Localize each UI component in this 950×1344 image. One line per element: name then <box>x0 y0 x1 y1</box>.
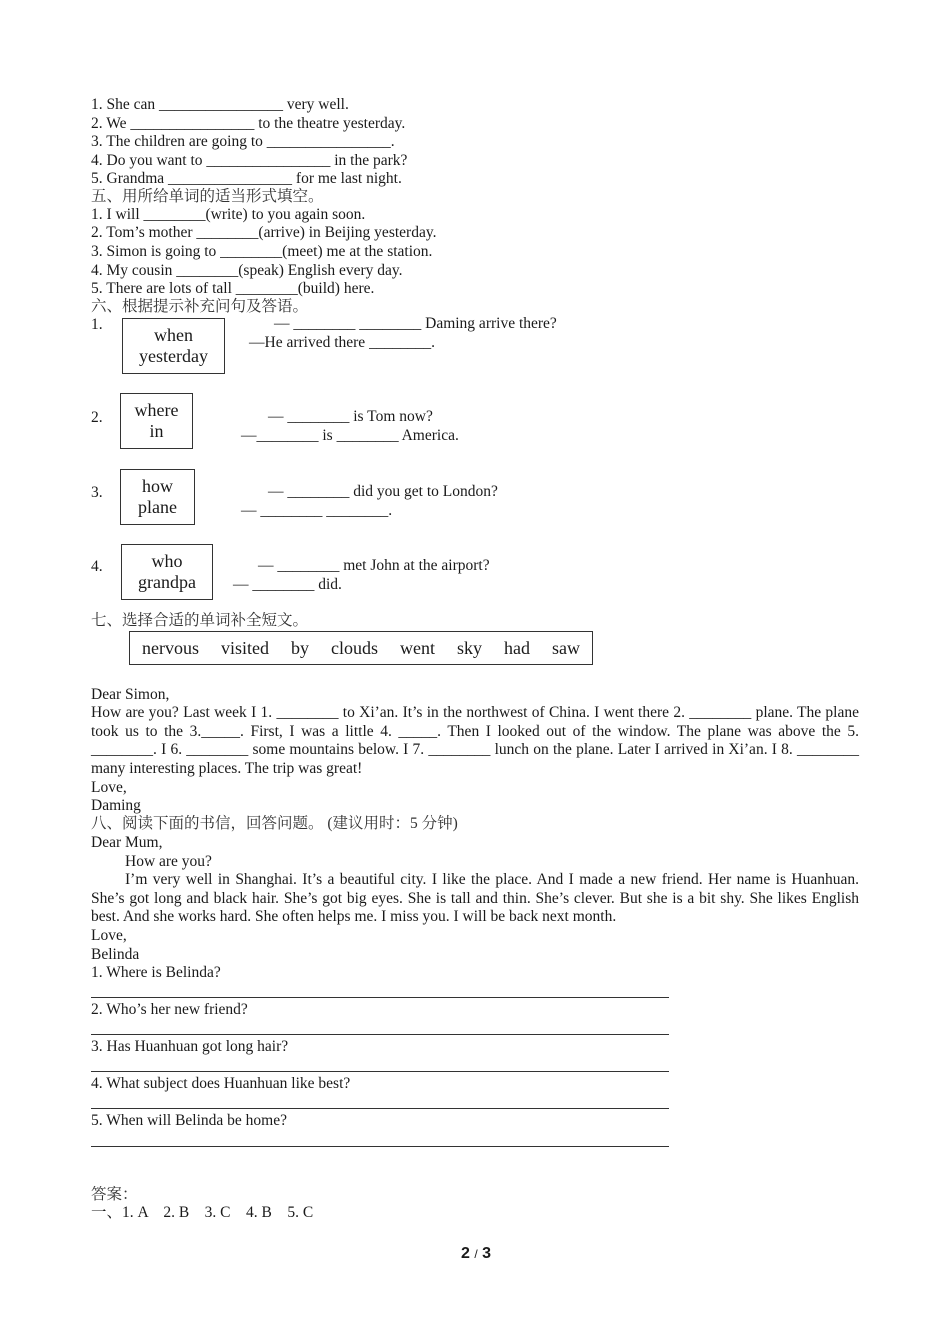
s7-heading: 七、选择合适的单词补全短文。 <box>91 612 309 629</box>
s6-num-3: 3. <box>91 484 103 501</box>
answer-line-5[interactable] <box>91 1146 669 1147</box>
s6-answer-1: —He arrived there ________. <box>249 334 435 351</box>
s6-num-4: 4. <box>91 558 103 575</box>
s6-question-4: — ________ met John at the airport? <box>258 557 490 574</box>
word-bank-word: clouds <box>331 637 378 658</box>
s6-heading: 六、根据提示补充问句及答语。 <box>91 298 309 315</box>
s6-question-2: — ________ is Tom now? <box>268 408 433 425</box>
s6-answer-3: — ________ ________. <box>241 502 393 519</box>
s6-answer-4: — ________ did. <box>233 576 342 593</box>
s5-item-5: 5. There are lots of tall ________(build) here. <box>91 280 375 297</box>
s5-item-1: 1. I will ________(write) to you again soon. <box>91 206 366 223</box>
hint-word: grandpa <box>138 572 196 592</box>
s6-question-3: — ________ did you get to London? <box>268 483 498 500</box>
s4-item-3: 3. The children are going to ________________. <box>91 133 395 150</box>
letter2-closing: Love, <box>91 927 127 944</box>
letter2-greeting: Dear Mum, <box>91 834 163 851</box>
hint-word: yesterday <box>139 346 208 366</box>
word-bank-word: nervous <box>142 637 199 658</box>
page-number <box>461 1245 491 1263</box>
s4-item-2: 2. We ________________ to the theatre yesterday. <box>91 115 406 132</box>
hint-box-1 <box>122 318 225 374</box>
letter2-signature: Belinda <box>91 946 140 963</box>
hint-word: how <box>142 476 173 496</box>
letter1-greeting: Dear Simon, <box>91 686 170 703</box>
s4-item-4: 4. Do you want to ________________ in the park? <box>91 152 408 169</box>
answer-line-4[interactable] <box>91 1108 669 1109</box>
word-bank-word: sky <box>457 637 483 658</box>
letter2-body: I’m very well in Shanghai. It’s a beautiful city. I like the place. And I made a new friend. Her name is Huanhuan. She’s got long and black hair. She’s got big eyes. She is tall and thin. She’s clever. But she is a bit shy. She likes English best. And she works hard. She often helps me. I miss you. I will be back next month. <box>91 871 859 926</box>
page-current: 2 <box>461 1245 470 1262</box>
letter1-closing: Love, <box>91 779 127 796</box>
s4-item-5: 5. Grandma ________________ for me last night. <box>91 170 402 187</box>
word-bank-word: visited <box>221 637 269 658</box>
hint-box-2 <box>120 393 193 449</box>
word-bank-word: went <box>400 637 435 658</box>
s4-item-1: 1. She can ________________ very well. <box>91 96 349 113</box>
word-bank-word: by <box>291 637 309 658</box>
s5-heading: 五、用所给单词的适当形式填空。 <box>91 188 324 205</box>
hint-word: where <box>134 400 179 420</box>
s5-item-4: 4. My cousin ________(speak) English every day. <box>91 262 403 279</box>
letter1-body: How are you? Last week I 1. ________ to Xi’an. It’s in the northwest of China. I went there 2. ________ plane. The plane took us to the 3._____. First, I was a little 4. _____. Then I looked out of the window. The plane was above the 5. ________. I 6. ________ some mountains below. I 7. ________ lunch on the plane. Later I arrived in Xi’an. I 8. ________ many interesting places. The trip was great! <box>91 704 859 777</box>
hint-word: when <box>154 325 193 345</box>
s5-item-3: 3. Simon is going to ________(meet) me at the station. <box>91 243 433 260</box>
hint-box-3 <box>120 469 195 525</box>
answers-section1: 一、1. A 2. B 3. C 4. B 5. C <box>91 1204 314 1221</box>
page-separator: / <box>474 1247 478 1261</box>
s5-item-2: 2. Tom’s mother ________(arrive) in Beijing yesterday. <box>91 224 437 241</box>
answers-heading: 答案： <box>91 1186 138 1203</box>
s8-heading: 八、阅读下面的书信，回答问题。 (建议用时：5 分钟) <box>91 815 458 832</box>
hint-box-4 <box>121 544 213 600</box>
s8-question-2: 2. Who’s her new friend? <box>91 1001 248 1018</box>
hint-word: who <box>151 551 183 571</box>
word-bank-word: had <box>504 637 531 658</box>
page-total: 3 <box>482 1245 492 1262</box>
letter2-opening: How are you? <box>125 853 212 870</box>
hint-word: plane <box>138 497 177 517</box>
s6-num-2: 2. <box>91 409 103 426</box>
s6-question-1: — ________ ________ Daming arrive there? <box>274 315 557 332</box>
s6-answer-2: —________ is ________ America. <box>241 427 459 444</box>
s8-question-5: 5. When will Belinda be home? <box>91 1112 287 1129</box>
s8-question-4: 4. What subject does Huanhuan like best? <box>91 1075 351 1092</box>
answer-line-1[interactable] <box>91 997 669 998</box>
word-bank-word: saw <box>552 637 581 658</box>
word-bank <box>129 631 593 665</box>
hint-word: in <box>149 421 164 441</box>
answer-line-2[interactable] <box>91 1034 669 1035</box>
s6-num-1: 1. <box>91 316 103 333</box>
s8-question-1: 1. Where is Belinda? <box>91 964 221 981</box>
answer-line-3[interactable] <box>91 1071 669 1072</box>
letter1-signature: Daming <box>91 797 141 814</box>
s8-question-3: 3. Has Huanhuan got long hair? <box>91 1038 289 1055</box>
